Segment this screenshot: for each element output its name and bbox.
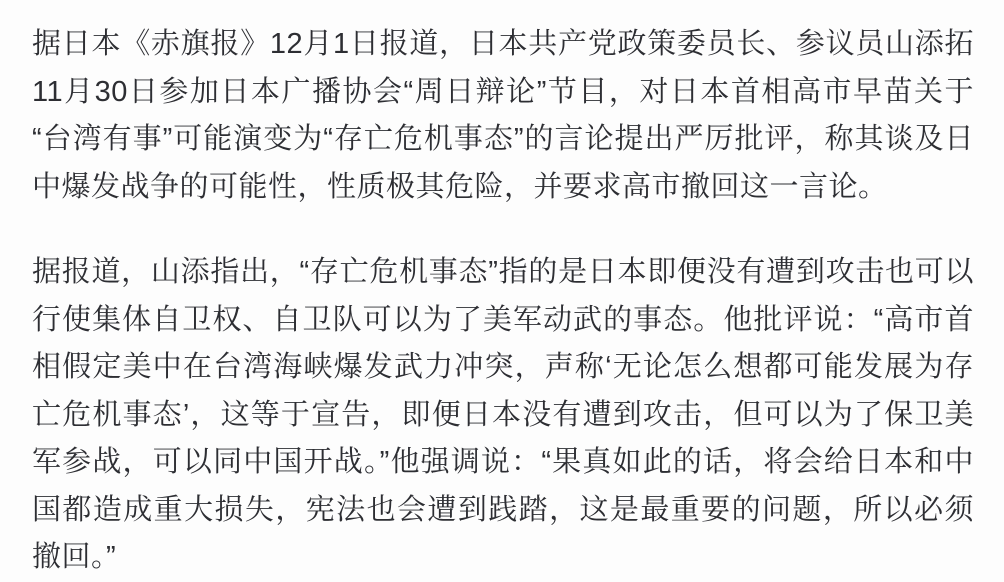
article-paragraph-1: 据日本《赤旗报》12月1日报道，日本共产党政策委员长、参议员山添拓11月30日参加日本广播协会“周日辩论”节目，对日本首相高市早苗关于“台湾有事”可能演变为“存亡危机事态”的言论提出严厉批评，称其谈及日中爆发战争的可能性，性质极其危险，并要求高市撤回这一言论。 [32, 28, 974, 203]
article-paragraph-2: 据报道，山添指出，“存亡危机事态”指的是日本即便没有遭到攻击也可以行使集体自卫权、自卫队可以为了美军动武的事态。他批评说：“高市首相假定美中在台湾海峡爆发武力冲突，声称‘无论怎么想都可能发展为存亡危机事态’，这等于宣告，即便日本没有遭到攻击，但可以为了保卫美军参战，可以同中国开战。”他强调说：“果真如此的话，将会给日本和中国都造成重大损失，宪法也会遭到践踏，这是最重要的问题，所以必须撤回。” [32, 256, 974, 573]
